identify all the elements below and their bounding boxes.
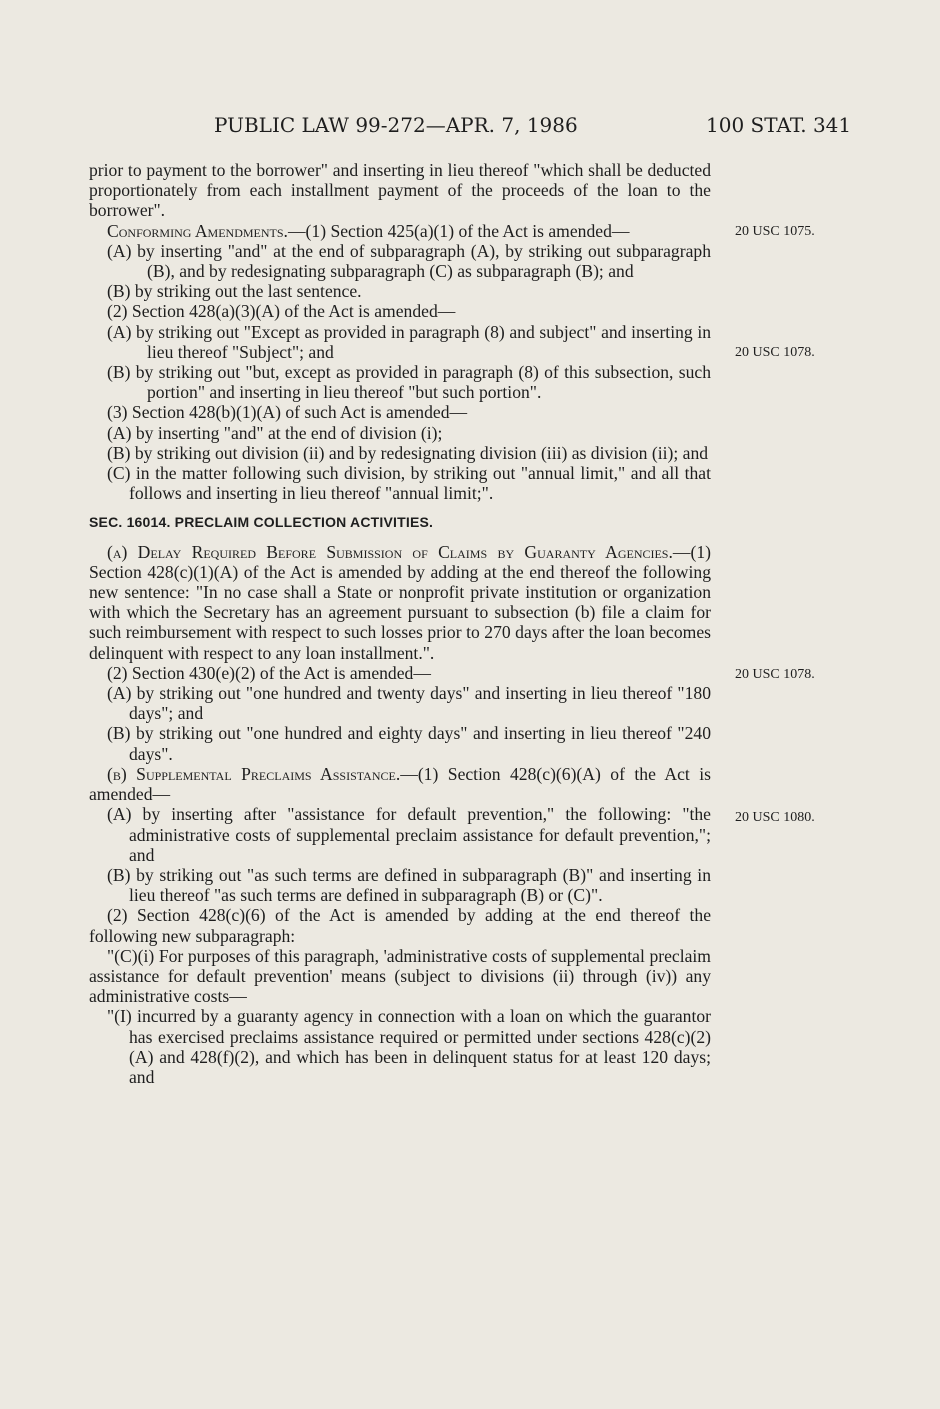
clause: (B) by striking out division (ii) and by redesignating division (iii) as division (ii); and	[107, 442, 709, 463]
subsection-heading: (b) Supplemental Preclaims Assistance.	[107, 763, 401, 784]
clause: (B) by striking out "but, except as provided in paragraph (8) of this subsection, such portion" and inserting in lieu thereof "but such portion".	[107, 362, 711, 403]
subsection-b	[89, 764, 711, 804]
subsection-heading: (a) Delay Required Before Submission of Claims by Guaranty Agencies.	[107, 541, 673, 562]
subsection-a	[89, 542, 711, 663]
running-header-title: PUBLIC LAW 99-272—APR. 7, 1986	[214, 113, 578, 137]
paragraph: (2) Section 430(e)(2) of the Act is amended—	[107, 662, 431, 683]
clause: (C) in the matter following such division, by striking out "annual limit," and all that follows and inserting in lieu thereof "annual limit;".	[107, 463, 711, 504]
paragraph: (2) Section 428(c)(6) of the Act is amended by adding at the end thereof the following new subparagraph:	[89, 905, 711, 946]
subsection-text: —(1) Section 428(c)(6)(A) of the Act is amended—	[89, 763, 711, 805]
quoted-subclause: "(I) incurred by a guaranty agency in connection with a loan on which the guarantor has exercised preclaims assistance required or permitted under sections 428(c)(2)(A) and 428(f)(2), and which has been in delinquent status for at least 120 days; and	[107, 1006, 711, 1087]
subsection-e	[89, 221, 711, 241]
subsection-text: —(1) Section 428(c)(1)(A) of the Act is amended by adding at the end thereof the following new sentence: "In no case shall a State or nonprofit private institution or organization with which the Secretary has an agreement pursuant to subsection (b) file a claim for such reimbursement with respect to such losses prior to 270 days after the loan becomes delinquent with respect to any loan installment.".	[89, 541, 711, 663]
stat-page-number: 100 STAT. 341	[706, 113, 852, 137]
paragraph: prior to payment to the borrower" and inserting in lieu thereof "which shall be deducted proportionately from each installment payment of the proceeds of the loan to the borrower".	[89, 160, 711, 221]
statute-body	[89, 160, 711, 1087]
clause: (B) by striking out the last sentence.	[107, 281, 362, 302]
clause: (A) by striking out "Except as provided in paragraph (8) and subject" and inserting in lieu thereof "Subject"; and	[107, 321, 711, 362]
paragraph: (3) Section 428(b)(1)(A) of such Act is amended—	[107, 402, 468, 423]
paragraph: (2) Section 428(a)(3)(A) of the Act is amended—	[107, 301, 456, 322]
clause: (B) by striking out "one hundred and eighty days" and inserting in lieu thereof "240 days".	[107, 723, 711, 764]
margin-citation: 20 USC 1075.	[735, 224, 815, 239]
clause: (A) by striking out "one hundred and twenty days" and inserting in lieu thereof "180 days"; and	[107, 683, 711, 724]
quoted-subparagraph: "(C)(i) For purposes of this paragraph, 'administrative costs of supplemental preclaim assistance for default prevention' means (subject to divisions (ii) through (iv)) any administrative costs—	[89, 945, 711, 1007]
clause: (B) by striking out "as such terms are defined in subparagraph (B)" and inserting in lieu thereof "as such terms are defined in subparagraph (B) or (C)".	[107, 864, 711, 906]
subsection-heading: Conforming Amendments.	[107, 220, 288, 241]
clause: (A) by inserting after "assistance for default prevention," the following: "the administrative costs of supplemental preclaim assistance for default prevention,"; and	[107, 804, 711, 865]
margin-citation: 20 USC 1078.	[735, 345, 815, 360]
clause: (A) by inserting "and" at the end of subparagraph (A), by striking out subparagraph (B), and by redesignating subparagraph (C) as subparagraph (B); and	[107, 240, 711, 282]
margin-citation: 20 USC 1078.	[735, 667, 815, 682]
margin-citation: 20 USC 1080.	[735, 810, 815, 825]
clause: (A) by inserting "and" at the end of division (i);	[107, 422, 443, 443]
subsection-text: —(1) Section 425(a)(1) of the Act is amended—	[287, 220, 630, 241]
section-heading: SEC. 16014. PRECLAIM COLLECTION ACTIVITIES.	[89, 514, 434, 531]
